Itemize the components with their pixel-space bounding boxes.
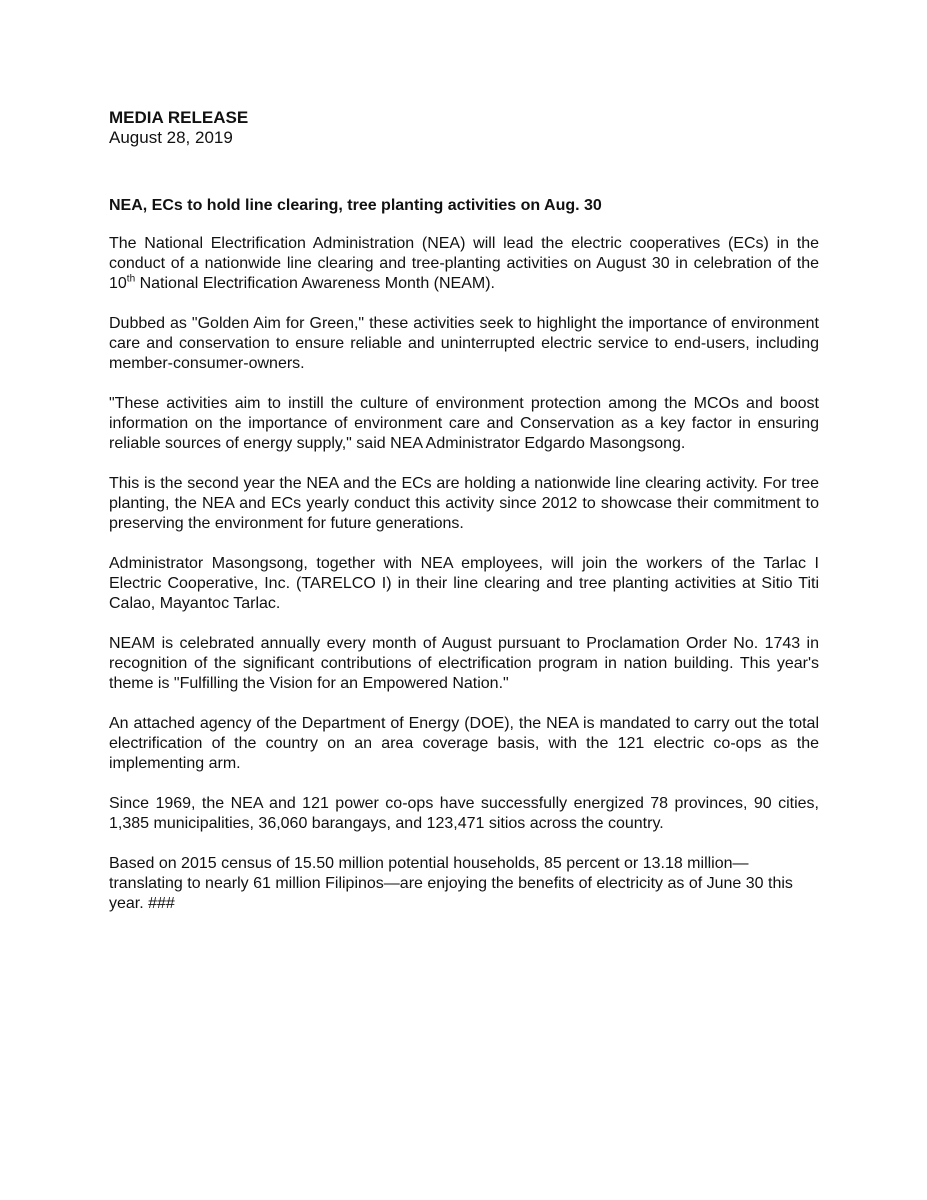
paragraph-2: Dubbed as "Golden Aim for Green," these activities seek to highlight the importance of environment care and conservation to ensure reliable and uninterrupted electric service to end-users, including member-consumer-owners. [109, 315, 819, 372]
paragraph-1-text-b: National Electrification Awareness Month (NEAM). [135, 275, 495, 292]
headline: NEA, ECs to hold line clearing, tree planting activities on Aug. 30 [109, 197, 602, 214]
paragraph-4: This is the second year the NEA and the ECs are holding a nationwide line clearing activity. For tree planting, the NEA and ECs yearly conduct this activity since 2012 to showcase their commitment to preserving the environment for future generations. [109, 475, 819, 532]
paragraph-9: Based on 2015 census of 15.50 million potential households, 85 percent or 13.18 million—translating to nearly 61 million Filipinos—are enjoying the benefits of electricity as of June 30 this year. ### [109, 855, 793, 912]
paragraph-5: Administrator Masongsong, together with NEA employees, will join the workers of the Tarlac I Electric Cooperative, Inc. (TARELCO I) in their line clearing and tree planting activities at Sitio Titi Calao, Mayantoc Tarlac. [109, 555, 819, 612]
paragraph-6: NEAM is celebrated annually every month of August pursuant to Proclamation Order No. 1743 in recognition of the significant contributions of electrification program in nation building. This year's theme is "Fulfilling the Vision for an Empowered Nation." [109, 635, 819, 692]
release-date: August 28, 2019 [109, 128, 233, 147]
paragraph-1 [109, 234, 819, 294]
paragraph-7: An attached agency of the Department of Energy (DOE), the NEA is mandated to carry out the total electrification of the country on an area coverage basis, with the 121 electric co-ops as the implementing arm. [109, 715, 819, 772]
paragraph-3: "These activities aim to instill the culture of environment protection among the MCOs and boost information on the importance of environment care and Conservation as a key factor in ensuring reliable sources of energy supply," said NEA Administrator Edgardo Masongsong. [109, 395, 819, 452]
media-release-label: MEDIA RELEASE [109, 108, 249, 127]
ordinal-superscript: th [126, 273, 136, 285]
press-release-body [109, 108, 819, 934]
paragraph-8: Since 1969, the NEA and 121 power co-ops have successfully energized 78 provinces, 90 cities, 1,385 municipalities, 36,060 barangays, and 123,471 sitios across the country. [109, 795, 819, 832]
paragraph-1-text-a: The National Electrification Administration (NEA) will lead the electric cooperatives (ECs) in the conduct of a nationwide line clearing and tree-planting activities on August 30 in celebration of the 10 [109, 235, 819, 292]
